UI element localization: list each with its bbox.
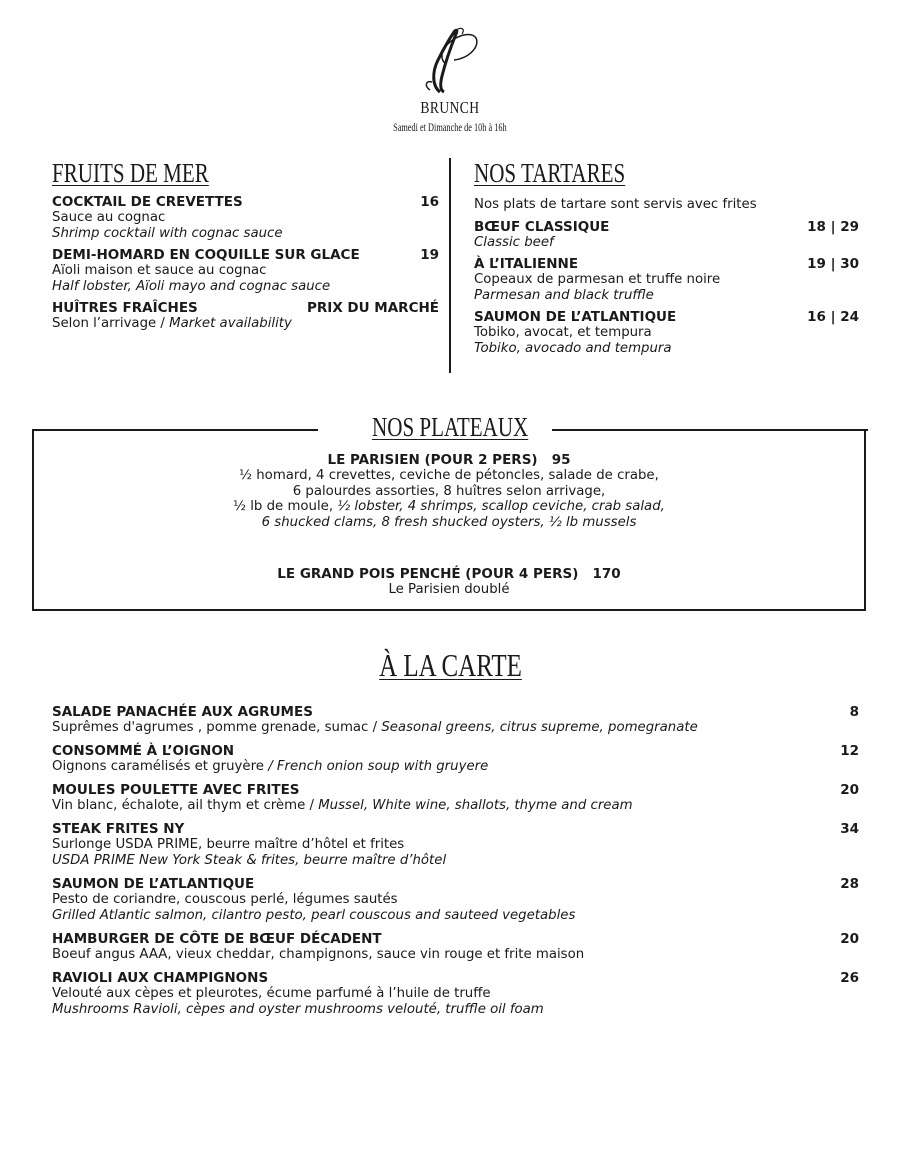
section-title-fruits-de-mer: FRUITS DE MER xyxy=(52,158,209,188)
brunch-hours: Samedi et Dimanche de 10h à 16h xyxy=(393,122,507,134)
menu-item: SAUMON DE L’ATLANTIQUE 16 | 24 Tobiko, avocat, et tempura Tobiko, avocado and tempura xyxy=(474,309,859,356)
menu-item: HAMBURGER DE CÔTE DE BŒUF DÉCADENT 20 Boeuf angus AAA, vieux cheddar, champignons, sauce vin rouge et frite maison xyxy=(52,931,859,962)
script-p-logo-icon xyxy=(410,24,490,96)
menu-item: À L’ITALIENNE 19 | 30 Copeaux de parmesan et truffe noire Parmesan and black truffle xyxy=(474,256,859,303)
menu-item: HUÎTRES FRAÎCHES PRIX DU MARCHÉ Selon l’arrivage / Market availability xyxy=(52,300,439,331)
tartares-list xyxy=(474,197,859,356)
menu-item: DEMI-HOMARD EN COQUILLE SUR GLACE 19 Aïoli maison et sauce au cognac Half lobster, Aïoli mayo and cognac sauce xyxy=(52,247,439,294)
platter-grand-pois-penche: LE GRAND POIS PENCHÉ (POUR 4 PERS) 170 Le Parisien doublé xyxy=(277,566,621,597)
section-title-a-la-carte: À LA CARTE xyxy=(378,647,522,683)
menu-item: SALADE PANACHÉE AUX AGRUMES 8 Suprêmes d'agrumes , pomme grenade, sumac / Seasonal greens, citrus supreme, pomegranate xyxy=(52,704,859,735)
section-title-nos-tartares: NOS TARTARES xyxy=(474,158,626,188)
platter-le-parisien: LE PARISIEN (POUR 2 PERS) 95 ½ homard, 4 crevettes, ceviche de pétoncles, salade de crabe, 6 palourdes assorties, 8 huîtres selon arrivage, ½ lb de moule, ½ lobster, 4 shrimps, scallop ceviche, crab salad, 6 shucked clams, 8 fresh shucked oysters, ½ lb mussels xyxy=(233,452,665,530)
section-title-nos-plateaux: NOS PLATEAUX xyxy=(371,412,529,442)
menu-item: STEAK FRITES NY 34 Surlonge USDA PRIME, beurre maître d’hôtel et frites USDA PRIME New York Steak & frites, beurre maître d’hôtel xyxy=(52,821,859,868)
menu-item: CONSOMMÉ À L’OIGNON 12 Oignons caramélisés et gruyère / French onion soup with gruyere xyxy=(52,743,859,774)
tartares-intro: Nos plats de tartare sont servis avec frites xyxy=(474,197,757,212)
menu-item: BŒUF CLASSIQUE 18 | 29 Classic beef xyxy=(474,218,859,250)
menu-item: MOULES POULETTE AVEC FRITES 20 Vin blanc, échalote, ail thym et crème / Mussel, White wine, shallots, thyme and cream xyxy=(52,782,859,813)
menu-title: BRUNCH xyxy=(420,98,480,117)
a-la-carte-list xyxy=(52,704,859,1025)
fruits-de-mer-list xyxy=(52,194,439,332)
menu-item: RAVIOLI AUX CHAMPIGNONS 26 Velouté aux cèpes et pleurotes, écume parfumé à l’huile de truffe Mushrooms Ravioli, cèpes and oyster mushrooms velouté, truffle oil foam xyxy=(52,970,859,1017)
column-divider xyxy=(449,158,451,373)
menu-item: SAUMON DE L’ATLANTIQUE 28 Pesto de coriandre, couscous perlé, légumes sautés Grilled Atlantic salmon, cilantro pesto, pearl couscous and sauteed vegetables xyxy=(52,876,859,923)
menu-item: COCKTAIL DE CREVETTES 16 Sauce au cognac Shrimp cocktail with cognac sauce xyxy=(52,194,439,241)
